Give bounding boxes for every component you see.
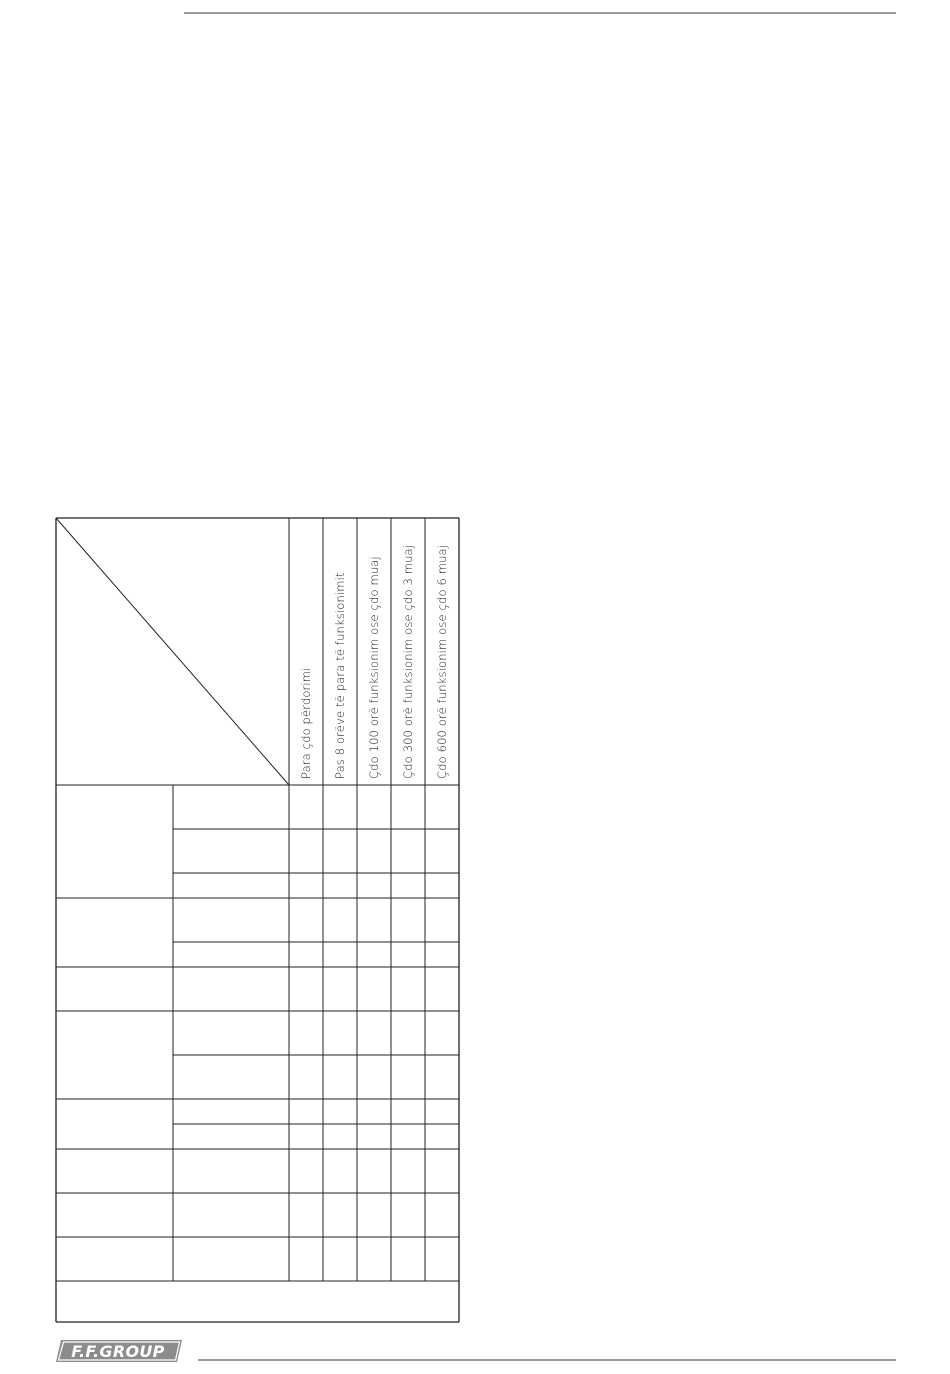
interval-header-every-600-hours: Çdo 600 orë funksionim ose çdo 6 muaj (435, 544, 449, 779)
ff-group-logo (55, 1339, 183, 1363)
interval-header-every-300-hours: Çdo 300 orë funksionim ose çdo 3 muaj (401, 544, 415, 779)
interval-header-after-first-8-hours: Pas 8 orëve të para të funksionimit (333, 572, 347, 779)
footer-rule (198, 1359, 896, 1361)
header-diagonal (56, 518, 289, 785)
interval-header-before-each-use: Para çdo përdorimi (299, 667, 313, 779)
svg-text:F.F.GROUP: F.F.GROUP (71, 1342, 165, 1361)
interval-header-every-100-hours: Çdo 100 orë funksionim ose çdo muaj (367, 556, 381, 779)
